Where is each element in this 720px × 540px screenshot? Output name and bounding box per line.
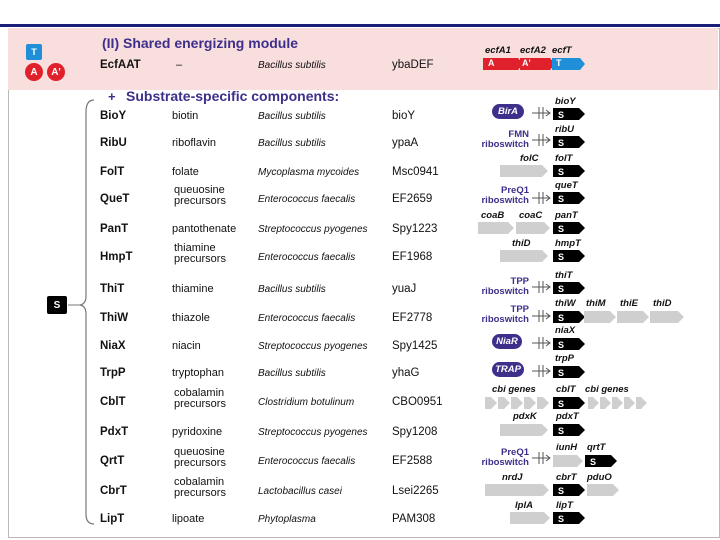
trap-regulator: TRAP xyxy=(492,362,524,377)
s-box-label: S xyxy=(558,138,565,148)
row-gene: Spy1223 xyxy=(392,223,438,235)
regulatory-switch-mark xyxy=(532,337,550,349)
s-box-label: S xyxy=(590,457,597,467)
row-transporter-name: CblT xyxy=(100,396,126,408)
cbi-gene-arrow xyxy=(485,397,497,409)
cbrT-label: cbrT xyxy=(556,472,577,483)
cbi-gene-arrow xyxy=(537,397,549,409)
t-subunit-icon: T xyxy=(26,44,42,60)
coab-arrow xyxy=(478,222,514,234)
riboswitch-label: FMN riboswitch xyxy=(481,129,529,150)
row-substrate: tryptophan xyxy=(172,367,224,379)
row-organism: Enterococcus faecalis xyxy=(258,456,356,467)
coaC-label: coaC xyxy=(519,210,543,221)
row-substrate: riboflavin xyxy=(172,137,217,149)
lipT-label: lipT xyxy=(556,500,573,511)
cbi-gene2-arrow xyxy=(624,397,635,409)
lplA-label: lplA xyxy=(515,500,533,511)
ecf-substrate: – xyxy=(176,59,183,71)
queT-label: queT xyxy=(555,180,578,191)
regulatory-switch-mark xyxy=(532,107,550,119)
thiT-label: thiT xyxy=(555,270,573,281)
row-organism: Streptococcus pyogenes xyxy=(258,224,368,235)
folT-label: folT xyxy=(555,153,573,164)
module-title: (II) Shared energizing module xyxy=(102,35,299,51)
thiM-label: thiM xyxy=(586,298,606,309)
ecf-organism: Bacillus subtilis xyxy=(258,60,326,71)
row-substrate: lipoate xyxy=(172,513,205,525)
qrtT-label: qrtT xyxy=(587,442,606,453)
cbi-gene2-arrow xyxy=(600,397,611,409)
row-gene: Lsei2265 xyxy=(392,485,439,497)
row-organism: Clostridium botulinum xyxy=(258,397,355,408)
riboswitch-label: PreQ1 riboswitch xyxy=(481,185,529,206)
ecfa1-box-label: A xyxy=(488,58,495,68)
a-subunit-icon: A xyxy=(25,63,43,81)
row-substrate: thiamine xyxy=(172,283,214,295)
pdxK-label: pdxK xyxy=(513,411,537,422)
row-transporter-name: QueT xyxy=(100,193,130,205)
folc-arrow xyxy=(500,165,548,177)
row-gene: EF2778 xyxy=(392,312,433,324)
niaR-regulator: NiaR xyxy=(492,334,522,349)
cbiGenes2-label: cbi genes xyxy=(585,384,629,395)
row-substrate: pyridoxine xyxy=(172,426,223,438)
row-substrate: queuosine precursors xyxy=(174,184,226,207)
ecf-gene: ybaDEF xyxy=(392,59,434,71)
row-substrate: queuosine precursors xyxy=(174,446,226,469)
s-box-label: S xyxy=(558,486,565,496)
ecfa2-box-label: A' xyxy=(522,58,531,68)
thid2-label: thiD xyxy=(653,298,672,309)
row-gene: ypaA xyxy=(392,137,419,149)
regulatory-switch-mark xyxy=(532,281,550,293)
row-transporter-name: BioY xyxy=(100,110,127,122)
ecft-box-label: T xyxy=(556,58,562,68)
iunh-arrow xyxy=(553,455,583,467)
cbi-gene-arrow xyxy=(498,397,510,409)
s-box-label: S xyxy=(558,110,565,120)
row-substrate: thiazole xyxy=(172,312,210,324)
thie-arrow xyxy=(617,311,649,323)
cbiGenes1-label: cbi genes xyxy=(492,384,536,395)
row-transporter-name: ThiT xyxy=(100,283,125,295)
row-gene: PAM308 xyxy=(392,513,436,525)
row-transporter-name: HmpT xyxy=(100,251,133,263)
thid-arrow xyxy=(500,250,548,262)
row-gene: EF1968 xyxy=(392,251,433,263)
thiW-label: thiW xyxy=(555,298,576,309)
a-prime-subunit-icon: A' xyxy=(47,63,65,81)
s-box-label: S xyxy=(558,252,565,262)
folC-label: folC xyxy=(520,153,539,164)
row-organism: Bacillus subtilis xyxy=(258,284,326,295)
thiE-label: thiE xyxy=(620,298,638,309)
row-transporter-name: QrtT xyxy=(100,455,125,467)
row-substrate: cobalamin precursors xyxy=(174,387,226,410)
ecfa1-label: ecfA1 xyxy=(485,45,511,56)
row-gene: CBO0951 xyxy=(392,396,443,408)
row-substrate: biotin xyxy=(172,110,199,122)
row-substrate: niacin xyxy=(172,340,201,352)
s-component-icon: S xyxy=(47,296,67,314)
s-box-label: S xyxy=(558,284,565,294)
riboswitch-label: TPP riboswitch xyxy=(481,276,529,297)
s-box-label: S xyxy=(558,514,565,524)
nrdj-arrow xyxy=(485,484,549,496)
row-gene: Msc0941 xyxy=(392,166,439,178)
row-organism: Phytoplasma xyxy=(258,514,316,525)
substrate-title: Substrate-specific components: xyxy=(126,88,340,104)
row-organism: Bacillus subtilis xyxy=(258,138,326,149)
row-transporter-name: CbrT xyxy=(100,485,127,497)
s-box-label: S xyxy=(558,340,565,350)
s-box-label: S xyxy=(558,399,565,409)
row-transporter-name: NiaX xyxy=(100,340,126,352)
row-organism: Bacillus subtilis xyxy=(258,111,326,122)
pdxT-label: pdxT xyxy=(556,411,579,422)
hmpT-label: hmpT xyxy=(555,238,581,249)
row-gene: yhaG xyxy=(392,367,420,379)
riboswitch-label: TPP riboswitch xyxy=(481,304,529,325)
cbi-gene2-arrow xyxy=(636,397,647,409)
regulatory-switch-mark xyxy=(532,134,550,146)
row-substrate: cobalamin precursors xyxy=(174,476,226,499)
ribU-label: ribU xyxy=(555,124,574,135)
row-transporter-name: RibU xyxy=(100,137,127,149)
row-organism: Enterococcus faecalis xyxy=(258,313,356,324)
thid-label: thiD xyxy=(512,238,531,249)
regulatory-switch-mark xyxy=(532,365,550,377)
pdxk-arrow xyxy=(500,424,548,436)
row-substrate: pantothenate xyxy=(172,223,237,235)
regulatory-switch-mark xyxy=(532,310,550,322)
row-gene: Spy1208 xyxy=(392,426,438,438)
row-gene: yuaJ xyxy=(392,283,417,295)
bioY-label: bioY xyxy=(555,96,576,107)
trpP-label: trpP xyxy=(555,353,574,364)
row-gene: EF2659 xyxy=(392,193,433,205)
row-transporter-name: ThiW xyxy=(100,312,129,324)
row-organism: Enterococcus faecalis xyxy=(258,194,356,205)
row-organism: Lactobacillus casei xyxy=(258,486,342,497)
row-transporter-name: TrpP xyxy=(100,367,126,379)
row-substrate: folate xyxy=(172,166,199,178)
lpla-arrow xyxy=(510,512,550,524)
row-organism: Streptococcus pyogenes xyxy=(258,427,368,438)
cbi-gene2-arrow xyxy=(612,397,623,409)
niaX-label: niaX xyxy=(555,325,576,336)
cbi-gene2-arrow xyxy=(588,397,599,409)
s-box-label: S xyxy=(558,313,565,323)
ecfa2-label: ecfA2 xyxy=(520,45,546,56)
plus-sign: + xyxy=(108,89,116,104)
pduo-arrow xyxy=(587,484,619,496)
regulatory-switch-mark xyxy=(532,452,550,464)
s-box-label: S xyxy=(558,224,565,234)
coaB-label: coaB xyxy=(481,210,505,221)
riboswitch-label: PreQ1 riboswitch xyxy=(481,447,529,468)
ecf-name: EcfAAT xyxy=(100,59,141,71)
panT-label: panT xyxy=(555,210,578,221)
cblT-label: cblT xyxy=(556,384,576,395)
row-transporter-name: PdxT xyxy=(100,426,129,438)
iunH-label: iunH xyxy=(556,442,578,453)
s-box-label: S xyxy=(558,426,565,436)
row-organism: Streptococcus pyogenes xyxy=(258,341,368,352)
row-gene: EF2588 xyxy=(392,455,433,467)
ecft-label: ecfT xyxy=(552,45,572,56)
s-box-label: S xyxy=(558,167,565,177)
row-transporter-name: PanT xyxy=(100,223,129,235)
row-gene: Spy1425 xyxy=(392,340,438,352)
s-box-label: S xyxy=(558,194,565,204)
nrdJ-label: nrdJ xyxy=(502,472,523,483)
row-organism: Enterococcus faecalis xyxy=(258,252,356,263)
cbi-gene-arrow xyxy=(511,397,523,409)
thim-arrow xyxy=(584,311,616,323)
row-gene: bioY xyxy=(392,110,416,122)
row-transporter-name: LipT xyxy=(100,513,125,525)
row-organism: Mycoplasma mycoides xyxy=(258,167,360,178)
row-organism: Bacillus subtilis xyxy=(258,368,326,379)
pduO-label: pduO xyxy=(587,472,612,483)
regulatory-switch-mark xyxy=(532,192,550,204)
row-transporter-name: FolT xyxy=(100,166,125,178)
row-substrate: thiamine precursors xyxy=(174,242,226,265)
cbi-gene-arrow xyxy=(524,397,536,409)
birA-regulator: BirA xyxy=(492,104,524,119)
coac-arrow xyxy=(516,222,550,234)
s-box-label: S xyxy=(558,368,565,378)
thid2-arrow xyxy=(650,311,684,323)
